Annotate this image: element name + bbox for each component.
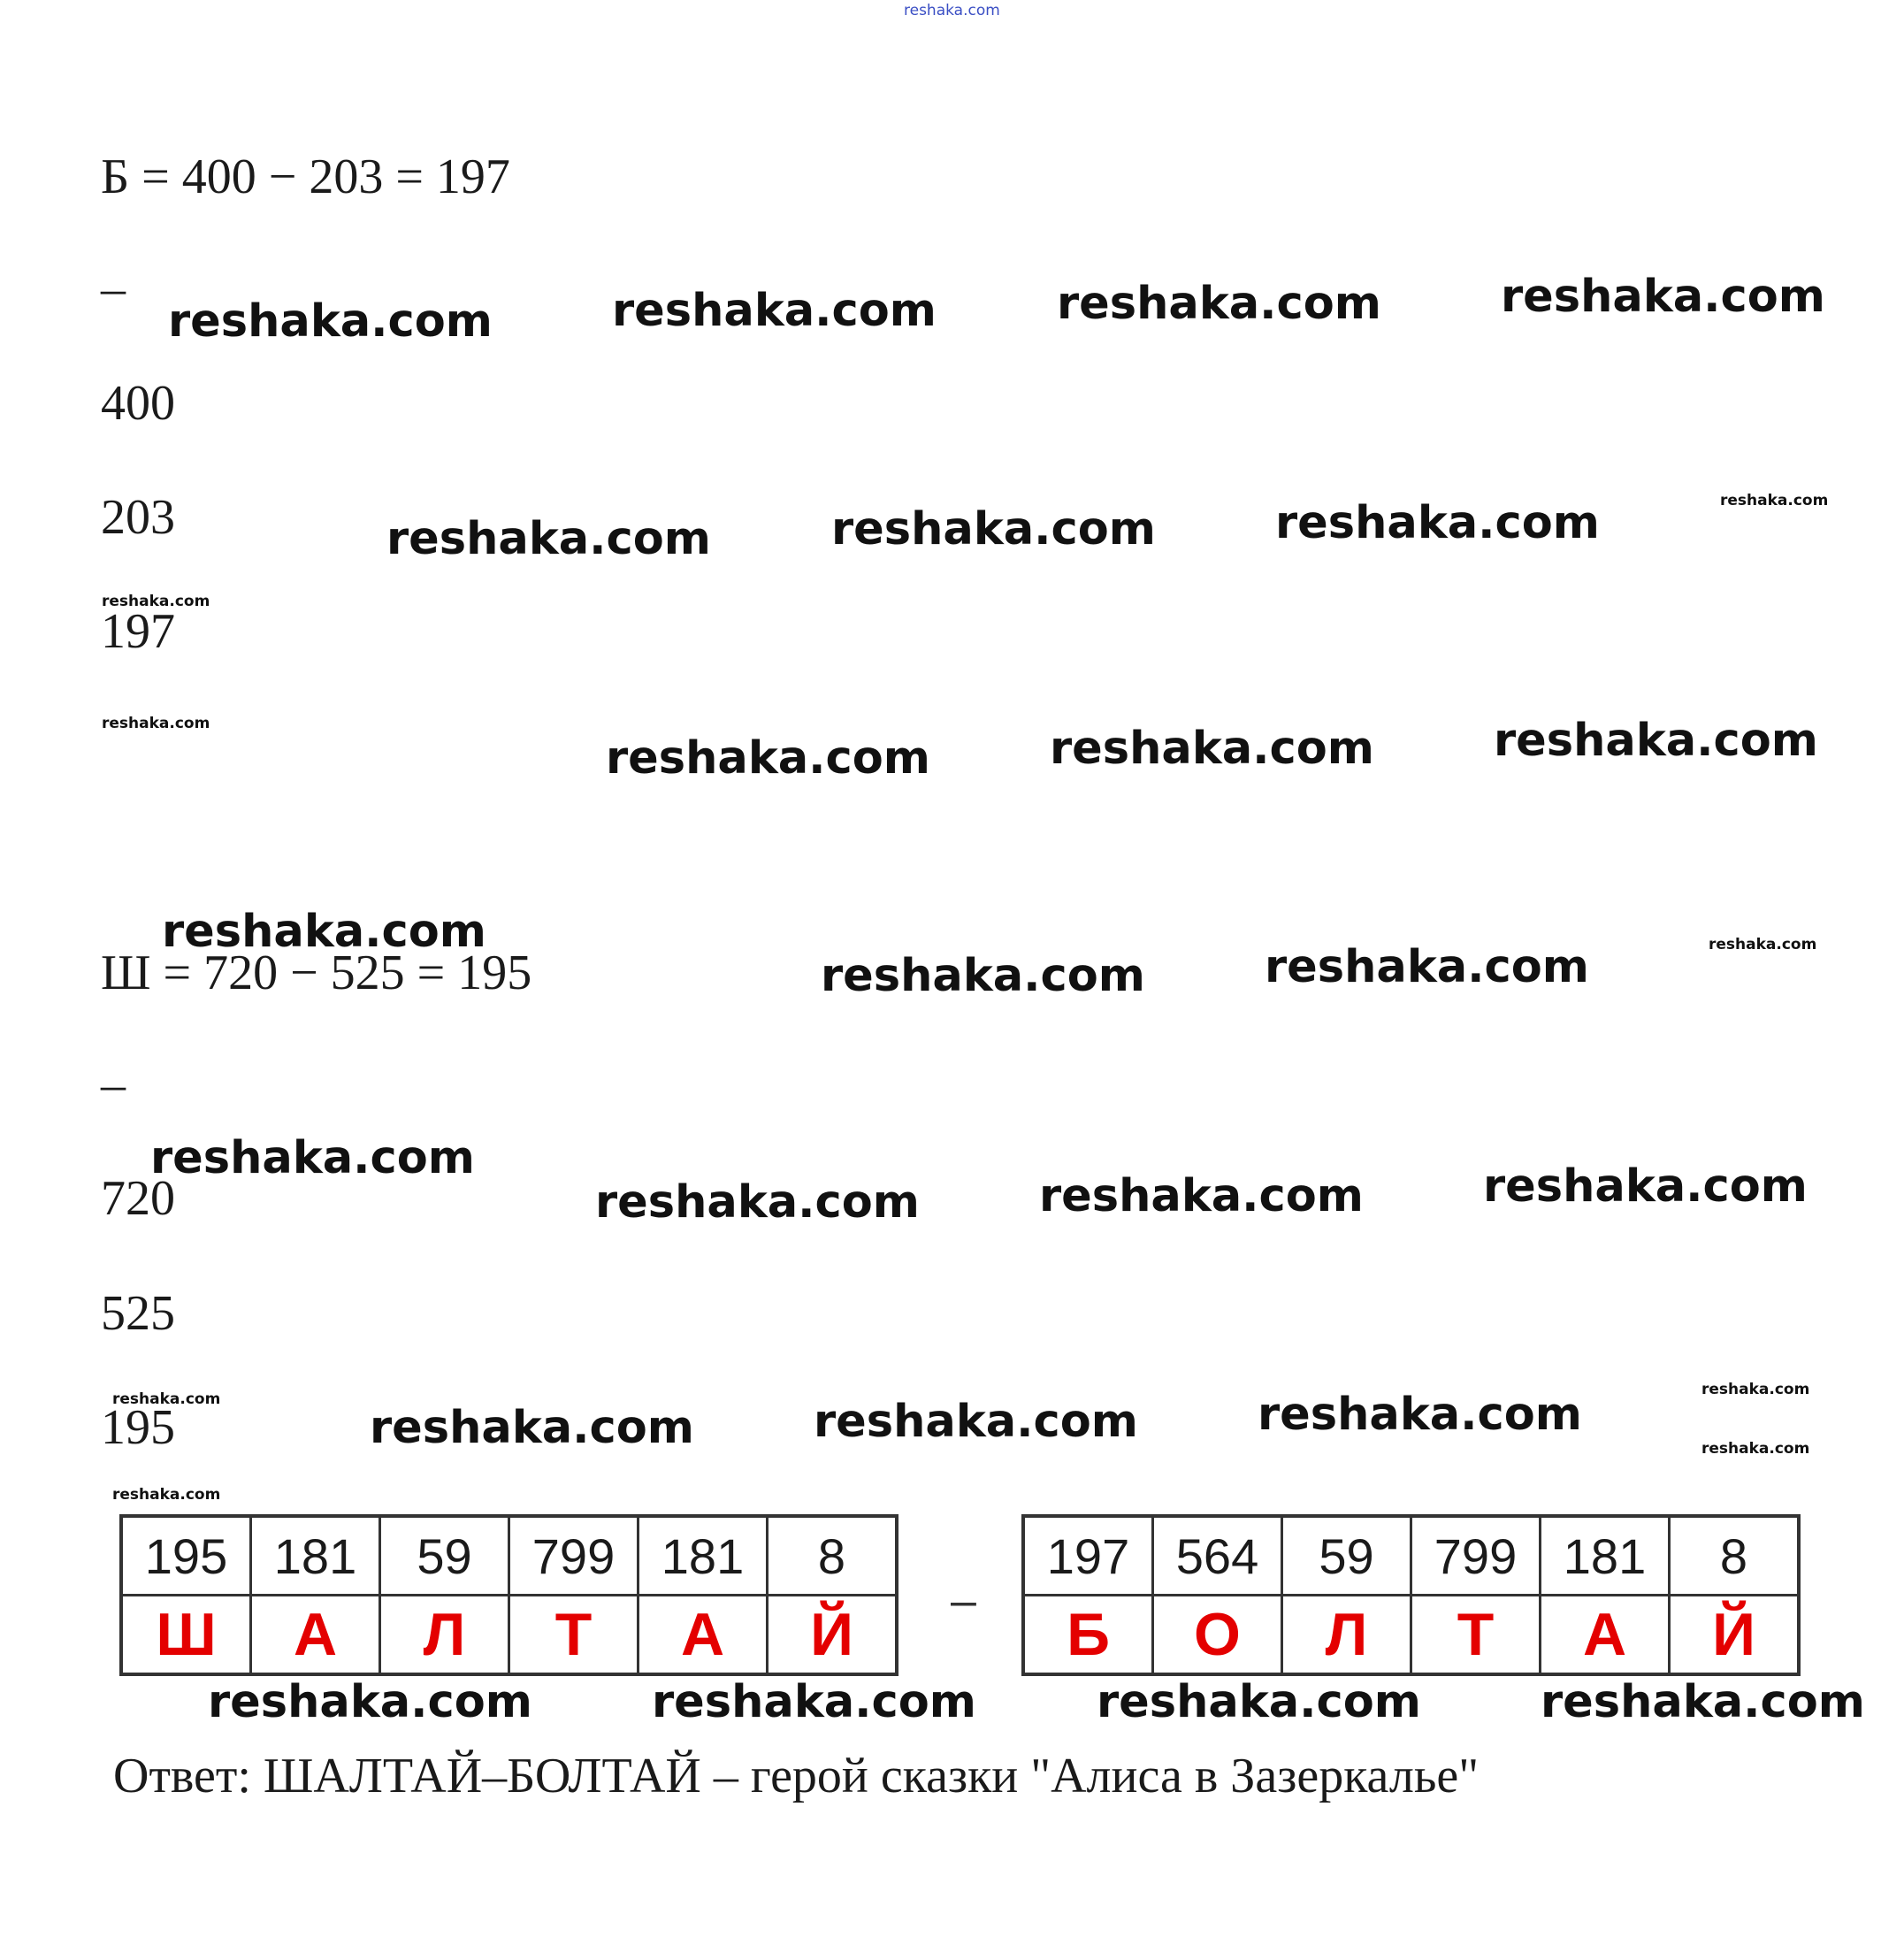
watermark: reshaka.com — [168, 295, 493, 348]
column-subtrahend-sh: 525 — [101, 1286, 175, 1341]
letter-row — [1023, 1596, 1799, 1675]
top-watermark: reshaka.com — [904, 2, 1000, 19]
letter-cell: А — [1541, 1596, 1670, 1675]
watermark: reshaka.com — [162, 906, 486, 958]
watermark: reshaka.com — [112, 1486, 221, 1504]
column-minuend-b: 400 — [101, 376, 175, 431]
watermark: reshaka.com — [102, 593, 210, 610]
watermark: reshaka.com — [606, 732, 930, 785]
watermark: reshaka.com — [208, 1676, 532, 1728]
watermark: reshaka.com — [1701, 1381, 1810, 1398]
letter-cell: А — [638, 1596, 768, 1675]
letter-cell: Л — [380, 1596, 509, 1675]
watermark: reshaka.com — [1720, 492, 1829, 509]
number-cell: 564 — [1153, 1516, 1282, 1596]
column-minuend-sh: 720 — [101, 1171, 175, 1226]
number-cell: 181 — [1541, 1516, 1670, 1596]
number-cell: 8 — [1670, 1516, 1800, 1596]
letter-cell: О — [1153, 1596, 1282, 1675]
watermark: reshaka.com — [1701, 1440, 1810, 1458]
number-cell: 59 — [380, 1516, 509, 1596]
watermark: reshaka.com — [1057, 278, 1381, 330]
watermark: reshaka.com — [1097, 1676, 1421, 1728]
letter-cell: Ш — [121, 1596, 251, 1675]
answer-text: Ответ: ШАЛТАЙ–БОЛТАЙ – герой сказки "Алиса в Зазеркалье" — [113, 1749, 1480, 1803]
watermark: reshaka.com — [1541, 1676, 1865, 1728]
number-row — [121, 1516, 897, 1596]
letter-cell: А — [251, 1596, 380, 1675]
number-cell: 197 — [1023, 1516, 1153, 1596]
watermark: reshaka.com — [1709, 936, 1817, 953]
watermark: reshaka.com — [112, 1390, 221, 1408]
watermark: reshaka.com — [1050, 723, 1374, 775]
number-cell: 181 — [251, 1516, 380, 1596]
watermark: reshaka.com — [595, 1176, 920, 1229]
number-cell: 799 — [509, 1516, 638, 1596]
letter-cell: Т — [509, 1596, 638, 1675]
watermark: reshaka.com — [831, 503, 1156, 555]
watermark: reshaka.com — [386, 513, 711, 565]
number-cell: 59 — [1282, 1516, 1411, 1596]
watermark: reshaka.com — [821, 950, 1145, 1002]
column-result-b: 197 — [101, 604, 175, 659]
number-row — [1023, 1516, 1799, 1596]
number-cell: 799 — [1411, 1516, 1541, 1596]
tables-separator: – — [951, 1575, 976, 1627]
letter-cell: Й — [1670, 1596, 1800, 1675]
column-result-sh: 195 — [101, 1400, 175, 1455]
watermark: reshaka.com — [150, 1132, 475, 1184]
number-cell: 181 — [638, 1516, 768, 1596]
equation-sh: Ш = 720 − 525 = 195 — [101, 946, 532, 1000]
watermark: reshaka.com — [612, 285, 937, 337]
watermark: reshaka.com — [1483, 1160, 1808, 1213]
letter-cell: Б — [1023, 1596, 1153, 1675]
watermark: reshaka.com — [1258, 1389, 1582, 1441]
watermark: reshaka.com — [1039, 1170, 1364, 1222]
cipher-table-right — [1021, 1514, 1801, 1676]
watermark: reshaka.com — [652, 1676, 976, 1728]
letter-cell: Л — [1282, 1596, 1411, 1675]
equation-b: Б = 400 − 203 = 197 — [101, 149, 510, 204]
column-minus-sign-sh: – — [101, 1057, 126, 1112]
watermark: reshaka.com — [1265, 941, 1589, 993]
watermark: reshaka.com — [370, 1402, 694, 1454]
letter-row — [121, 1596, 897, 1675]
letter-cell: Т — [1411, 1596, 1541, 1675]
column-minus-sign-b: – — [101, 261, 126, 316]
column-subtrahend-b: 203 — [101, 490, 175, 545]
watermark: reshaka.com — [1501, 271, 1825, 323]
watermark: reshaka.com — [1494, 715, 1818, 767]
cipher-table-left — [119, 1514, 898, 1676]
number-cell: 8 — [768, 1516, 898, 1596]
watermark: reshaka.com — [814, 1396, 1138, 1448]
letter-cell: Й — [768, 1596, 898, 1675]
watermark: reshaka.com — [102, 715, 210, 732]
watermark: reshaka.com — [1275, 497, 1600, 549]
number-cell: 195 — [121, 1516, 251, 1596]
